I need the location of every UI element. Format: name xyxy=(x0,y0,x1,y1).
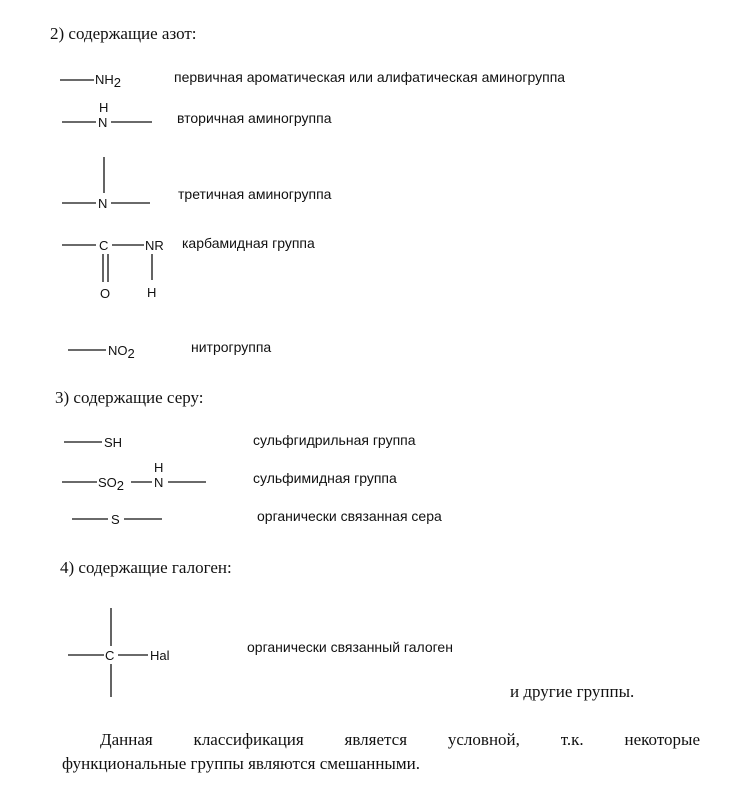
organic-halogen-label: органически связанный галоген xyxy=(247,639,453,655)
atom-s: S xyxy=(111,512,120,527)
section-2-heading: 2) содержащие азот: xyxy=(50,24,197,43)
primary-amine-label: первичная ароматическая или алифатическая аминогруппа xyxy=(174,69,566,85)
subscript-2: 2 xyxy=(127,346,135,361)
sulfimide-label: сульфимидная группа xyxy=(253,470,397,486)
atom-n: N xyxy=(98,196,108,211)
atom-nr: NR xyxy=(145,238,164,253)
subscript-2: 2 xyxy=(116,478,125,493)
conclusion-line-2: функциональные группы являются смешанными. xyxy=(62,754,420,773)
atom-h: H xyxy=(154,460,164,475)
atom-c: C xyxy=(99,238,109,253)
atom-o: O xyxy=(100,286,111,301)
atom-h: H xyxy=(99,100,109,115)
atom-n: N xyxy=(95,72,105,87)
carbamide-label: карбамидная группа xyxy=(182,235,315,251)
atom-hal: Hal xyxy=(150,648,170,663)
nitro-label: нитрогруппа xyxy=(191,339,272,355)
conclusion-line-1: Данная классификация является условной, т.к. некоторые xyxy=(100,730,700,749)
organic-sulfur-label: органически связанная сера xyxy=(257,508,442,524)
tertiary-amine-label: третичная аминогруппа xyxy=(178,186,332,202)
atom-h: H xyxy=(104,72,114,87)
secondary-amine-label: вторичная аминогруппа xyxy=(177,110,332,126)
sulfhydryl-label: сульфгидрильная группа xyxy=(253,432,416,448)
subscript-2: 2 xyxy=(113,75,122,90)
atom-n: N xyxy=(154,475,164,490)
section-4-heading: 4) содержащие галоген: xyxy=(60,558,232,577)
atom-no: NO xyxy=(108,343,128,358)
atom-h: H xyxy=(147,285,157,300)
other-groups-text: и другие группы. xyxy=(510,682,635,701)
section-3-heading: 3) содержащие серу: xyxy=(55,388,204,407)
atom-sh: SH xyxy=(104,435,123,450)
conclusion-paragraph xyxy=(62,728,700,776)
atom-n: N xyxy=(98,115,108,130)
atom-so: SO xyxy=(98,475,117,490)
atom-c: C xyxy=(105,648,115,663)
